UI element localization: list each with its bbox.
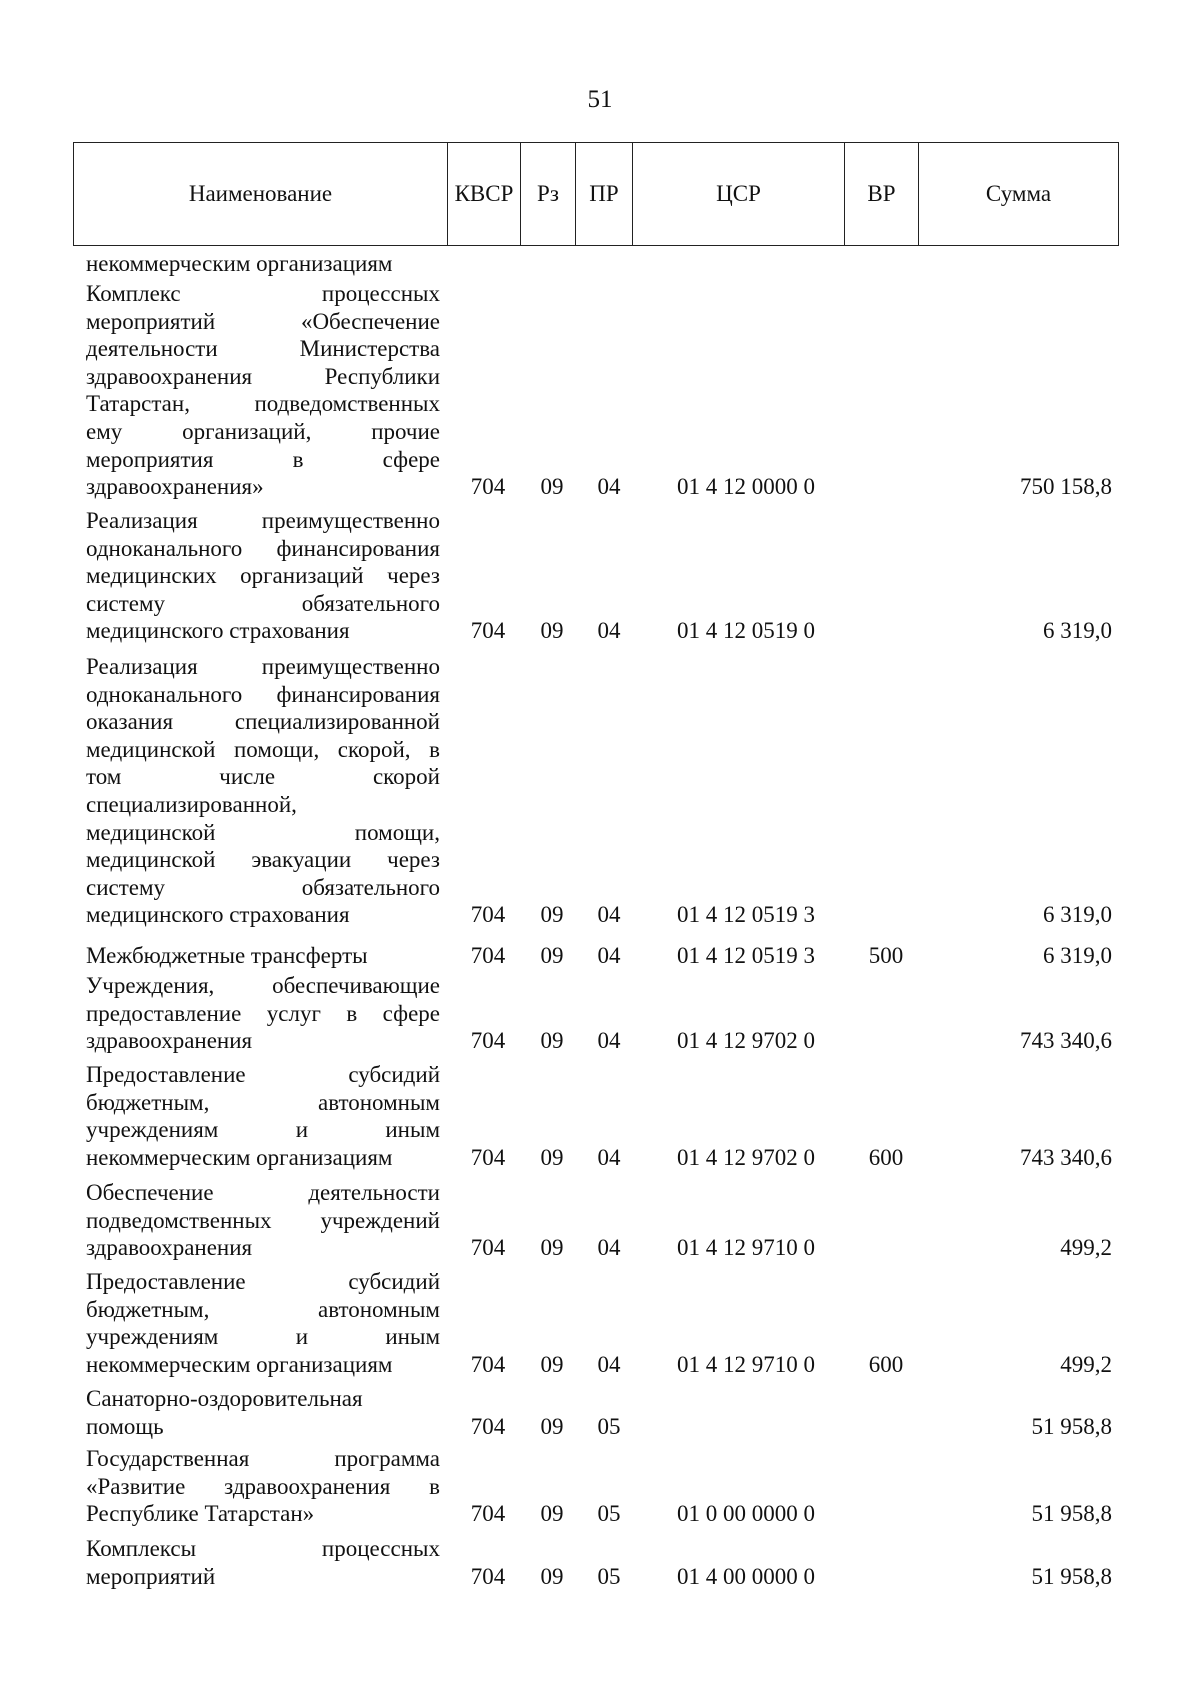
- row-name: [86, 1535, 440, 1590]
- row-pr: 05: [597, 1413, 621, 1439]
- row-name-line: бюджетным, автономным: [86, 1089, 440, 1115]
- row-name-line: предоставление услуг в сфере: [86, 1000, 440, 1026]
- row-sum: 6 319,0: [1043, 902, 1112, 928]
- row-pr: 04: [597, 474, 621, 500]
- row-name-line: деятельности Министерства: [86, 336, 440, 362]
- row-name: [86, 250, 440, 278]
- row-name-line: некоммерческим организациям: [86, 251, 393, 276]
- row-name-line: Комплекс процессных: [86, 281, 440, 306]
- row-name-line: Предоставление субсидий: [86, 1269, 440, 1294]
- row-kvsr: 704: [470, 1351, 506, 1377]
- row-csr: 01 4 12 0519 3: [677, 943, 815, 968]
- row-name-line: Санаторно-оздоровительная: [86, 1386, 363, 1411]
- row-name-line: мероприятия в сфере: [86, 446, 440, 472]
- row-name-line: ему организаций, прочие: [86, 418, 440, 444]
- row-pr: 04: [597, 902, 621, 928]
- row-kvsr: 704: [470, 474, 506, 500]
- row-rz: 09: [540, 1563, 564, 1589]
- page-number: 51: [587, 86, 613, 113]
- row-kvsr: 704: [470, 1501, 506, 1527]
- row-rz: 09: [540, 1413, 564, 1439]
- row-rz: 09: [540, 1235, 564, 1261]
- row-name: [86, 1061, 440, 1171]
- row-rz: 09: [540, 1351, 564, 1377]
- row-name-line: Реализация преимущественно: [86, 508, 440, 533]
- row-sum: 6 319,0: [1043, 943, 1112, 968]
- row-name: [86, 507, 440, 645]
- row-name-line: здравоохранения»: [86, 474, 264, 500]
- row-name-line: том числе скорой: [86, 764, 440, 790]
- header-name: Наименование: [74, 143, 448, 245]
- row-sum: 743 340,6: [1020, 1028, 1112, 1054]
- row-csr: 01 0 00 0000 0: [677, 1501, 815, 1527]
- row-name-line: медицинских организаций через: [86, 563, 440, 589]
- row-name-line: медицинского страхования: [86, 618, 350, 644]
- header-sum: Сумма: [985, 181, 1052, 206]
- row-csr: 01 4 12 0000 0: [677, 474, 815, 500]
- row-kvsr: 704: [470, 1413, 506, 1439]
- row-rz: 09: [540, 1144, 564, 1170]
- row-name-line: «Развитие здравоохранения в: [86, 1473, 440, 1499]
- header-rz: Рз: [521, 143, 576, 245]
- header-pr: ПР: [576, 143, 633, 245]
- header-kvsr: КВСР: [448, 143, 521, 245]
- row-csr: 01 4 12 9702 0: [677, 1028, 815, 1054]
- row-name-line: Учреждения, обеспечивающие: [86, 973, 440, 998]
- row-name-line: систему обязательного: [86, 590, 440, 616]
- row-name-line: Комплексы процессных: [86, 1536, 440, 1561]
- row-rz: 09: [540, 474, 564, 500]
- row-sum: 51 958,8: [1031, 1501, 1112, 1527]
- row-name-line: здравоохранения: [86, 1235, 253, 1261]
- row-sum: 743 340,6: [1020, 1144, 1112, 1170]
- row-rz: 09: [540, 943, 564, 968]
- row-sum: 51 958,8: [1031, 1413, 1112, 1439]
- row-name-line: одноканального финансирования: [86, 535, 440, 561]
- row-pr: 04: [597, 1235, 621, 1261]
- row-vr: 600: [868, 1351, 904, 1377]
- row-kvsr: 704: [470, 1144, 506, 1170]
- row-csr: 01 4 12 0519 3: [677, 902, 815, 928]
- header-csr: ЦСР: [633, 143, 845, 245]
- row-kvsr: 704: [470, 1235, 506, 1261]
- row-name-line: оказания специализированной: [86, 709, 440, 735]
- row-name-line: здравоохранения: [86, 1028, 253, 1054]
- row-kvsr: 704: [470, 618, 506, 644]
- row-name-line: специализированной,: [86, 791, 297, 817]
- row-name: [86, 1179, 440, 1262]
- row-csr: 01 4 12 9710 0: [677, 1351, 815, 1377]
- row-name: [86, 972, 440, 1055]
- row-sum: 499,2: [1060, 1351, 1112, 1377]
- row-name-line: Обеспечение деятельности: [86, 1180, 440, 1205]
- row-pr: 04: [597, 618, 621, 644]
- row-name: [86, 653, 440, 929]
- row-name-line: мероприятий: [86, 1563, 216, 1589]
- row-sum: 499,2: [1060, 1235, 1112, 1261]
- row-pr: 05: [597, 1563, 621, 1589]
- row-name-line: здравоохранения Республики: [86, 363, 440, 389]
- row-name-line: Государственная программа: [86, 1446, 440, 1471]
- row-rz: 09: [540, 1028, 564, 1054]
- row-name-line: некоммерческим организациям: [86, 1144, 393, 1170]
- row-name: [86, 1385, 440, 1440]
- row-kvsr: 704: [470, 943, 506, 968]
- row-name: [86, 1445, 440, 1528]
- row-vr: 600: [868, 1144, 904, 1170]
- row-name-line: Предоставление субсидий: [86, 1062, 440, 1087]
- row-pr: 04: [597, 1351, 621, 1377]
- row-name-line: учреждениям и иным: [86, 1324, 440, 1350]
- row-sum: 6 319,0: [1043, 618, 1112, 644]
- row-csr: 01 4 12 9702 0: [677, 1144, 815, 1170]
- row-kvsr: 704: [470, 1563, 506, 1589]
- row-rz: 09: [540, 618, 564, 644]
- row-name-line: систему обязательного: [86, 874, 440, 900]
- header-vr: ВР: [845, 143, 919, 245]
- row-rz: 09: [540, 1501, 564, 1527]
- row-name-line: медицинской помощи,: [86, 819, 440, 845]
- row-name-line: бюджетным, автономным: [86, 1296, 440, 1322]
- row-name: [86, 1268, 440, 1378]
- row-name-line: некоммерческим организациям: [86, 1351, 393, 1377]
- row-pr: 05: [597, 1501, 621, 1527]
- row-name-line: медицинской эвакуации через: [86, 847, 440, 873]
- row-name-line: Татарстан, подведомственных: [86, 391, 440, 417]
- row-name-line: подведомственных учреждений: [86, 1207, 440, 1233]
- row-name-line: медицинского страхования: [86, 902, 350, 928]
- row-kvsr: 704: [470, 1028, 506, 1054]
- row-name-line: одноканального финансирования: [86, 681, 440, 707]
- row-name-line: помощь: [86, 1413, 164, 1439]
- row-name-line: мероприятий «Обеспечение: [86, 308, 440, 334]
- row-name-line: Межбюджетные трансферты: [86, 943, 368, 968]
- row-name-line: учреждениям и иным: [86, 1117, 440, 1143]
- table-header: [73, 142, 1119, 246]
- row-pr: 04: [597, 943, 621, 968]
- row-name: [86, 942, 440, 970]
- row-rz: 09: [540, 902, 564, 928]
- row-csr: 01 4 12 0519 0: [677, 618, 815, 644]
- row-name-line: Реализация преимущественно: [86, 654, 440, 679]
- row-vr: 500: [868, 943, 904, 968]
- row-name-line: медицинской помощи, скорой, в: [86, 736, 440, 762]
- row-pr: 04: [597, 1028, 621, 1054]
- row-csr: 01 4 00 0000 0: [677, 1563, 815, 1589]
- row-name-line: Республике Татарстан»: [86, 1501, 315, 1527]
- row-kvsr: 704: [470, 902, 506, 928]
- row-csr: 01 4 12 9710 0: [677, 1235, 815, 1261]
- row-sum: 750 158,8: [1020, 474, 1112, 500]
- row-name: [86, 280, 440, 501]
- row-pr: 04: [597, 1144, 621, 1170]
- row-sum: 51 958,8: [1031, 1563, 1112, 1589]
